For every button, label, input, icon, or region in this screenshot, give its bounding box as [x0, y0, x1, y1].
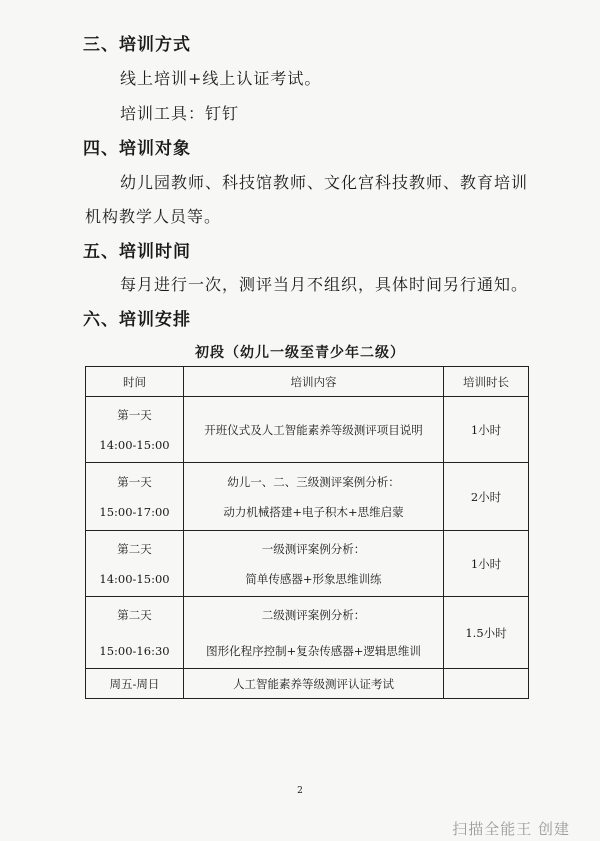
- duration-cell: [444, 669, 529, 699]
- table-row: [86, 669, 529, 699]
- scanner-watermark: 扫描全能王 创建: [452, 820, 570, 838]
- time-cell: [86, 463, 184, 531]
- header-duration: 培训时长: [444, 367, 529, 397]
- time-range: 15:00-16:30: [99, 643, 170, 658]
- table-row: [86, 463, 529, 531]
- time-cell: [86, 531, 184, 597]
- table-row: [86, 531, 529, 597]
- content-line: 幼儿一、二、三级测评案例分析：: [227, 474, 400, 489]
- header-content: 培训内容: [184, 367, 444, 397]
- time-cell: [86, 397, 184, 463]
- duration-cell: 1.5小时: [444, 597, 529, 669]
- content-cell: [184, 397, 444, 463]
- content-line: 简单传感器+形象思维训练: [245, 571, 382, 586]
- duration-cell: 1小时: [444, 397, 529, 463]
- duration-cell: 1小时: [444, 531, 529, 597]
- time-range: 15:00-17:00: [99, 504, 170, 519]
- training-time-text: 每月进行一次，测评当月不组织，具体时间另行通知。: [120, 275, 529, 294]
- time-cell: [86, 597, 184, 669]
- day-label: 第二天: [117, 607, 152, 622]
- section-heading-training-target: 四、培训对象: [83, 139, 191, 159]
- day-label: 第一天: [117, 474, 152, 489]
- content-line: 二级测评案例分析：: [261, 607, 366, 622]
- time-range: 14:00-15:00: [99, 571, 170, 586]
- day-label: 第二天: [117, 541, 152, 556]
- content-line: 一级测评案例分析：: [261, 541, 366, 556]
- table-row: [86, 397, 529, 463]
- training-target-line-1: 幼儿园教师、科技馆教师、文化宫科技教师、教育培训: [120, 173, 529, 192]
- section-heading-training-method: 三、培训方式: [83, 35, 191, 55]
- header-time: 时间: [86, 367, 184, 397]
- content-cell: 人工智能素养等级测评认证考试: [184, 669, 444, 699]
- content-cell: [184, 531, 444, 597]
- content-cell: [184, 463, 444, 531]
- duration-cell: 2小时: [444, 463, 529, 531]
- page-number: 2: [297, 786, 303, 796]
- content-cell: [184, 597, 444, 669]
- day-label: 第一天: [117, 407, 152, 422]
- table-header-row: [86, 367, 529, 397]
- section-heading-training-schedule: 六、培训安排: [83, 310, 191, 330]
- section-heading-training-time: 五、培训时间: [83, 242, 191, 262]
- training-method-text: 线上培训+线上认证考试。: [120, 69, 322, 88]
- content-line: 图形化程序控制+复杂传感器+逻辑思维训: [206, 643, 421, 658]
- table-row: [86, 597, 529, 669]
- training-tool-text: 培训工具：钉钉: [120, 104, 240, 123]
- content-line: 开班仪式及人工智能素养等级测评项目说明: [204, 422, 423, 437]
- time-range: 14:00-15:00: [99, 437, 170, 452]
- schedule-table: [85, 366, 529, 699]
- time-cell: 周五-周日: [86, 669, 184, 699]
- training-target-line-2: 机构教学人员等。: [85, 207, 222, 226]
- content-line: 动力机械搭建+电子积木+思维启蒙: [223, 504, 404, 519]
- table-title: 初段（幼儿一级至青少年二级）: [195, 345, 405, 361]
